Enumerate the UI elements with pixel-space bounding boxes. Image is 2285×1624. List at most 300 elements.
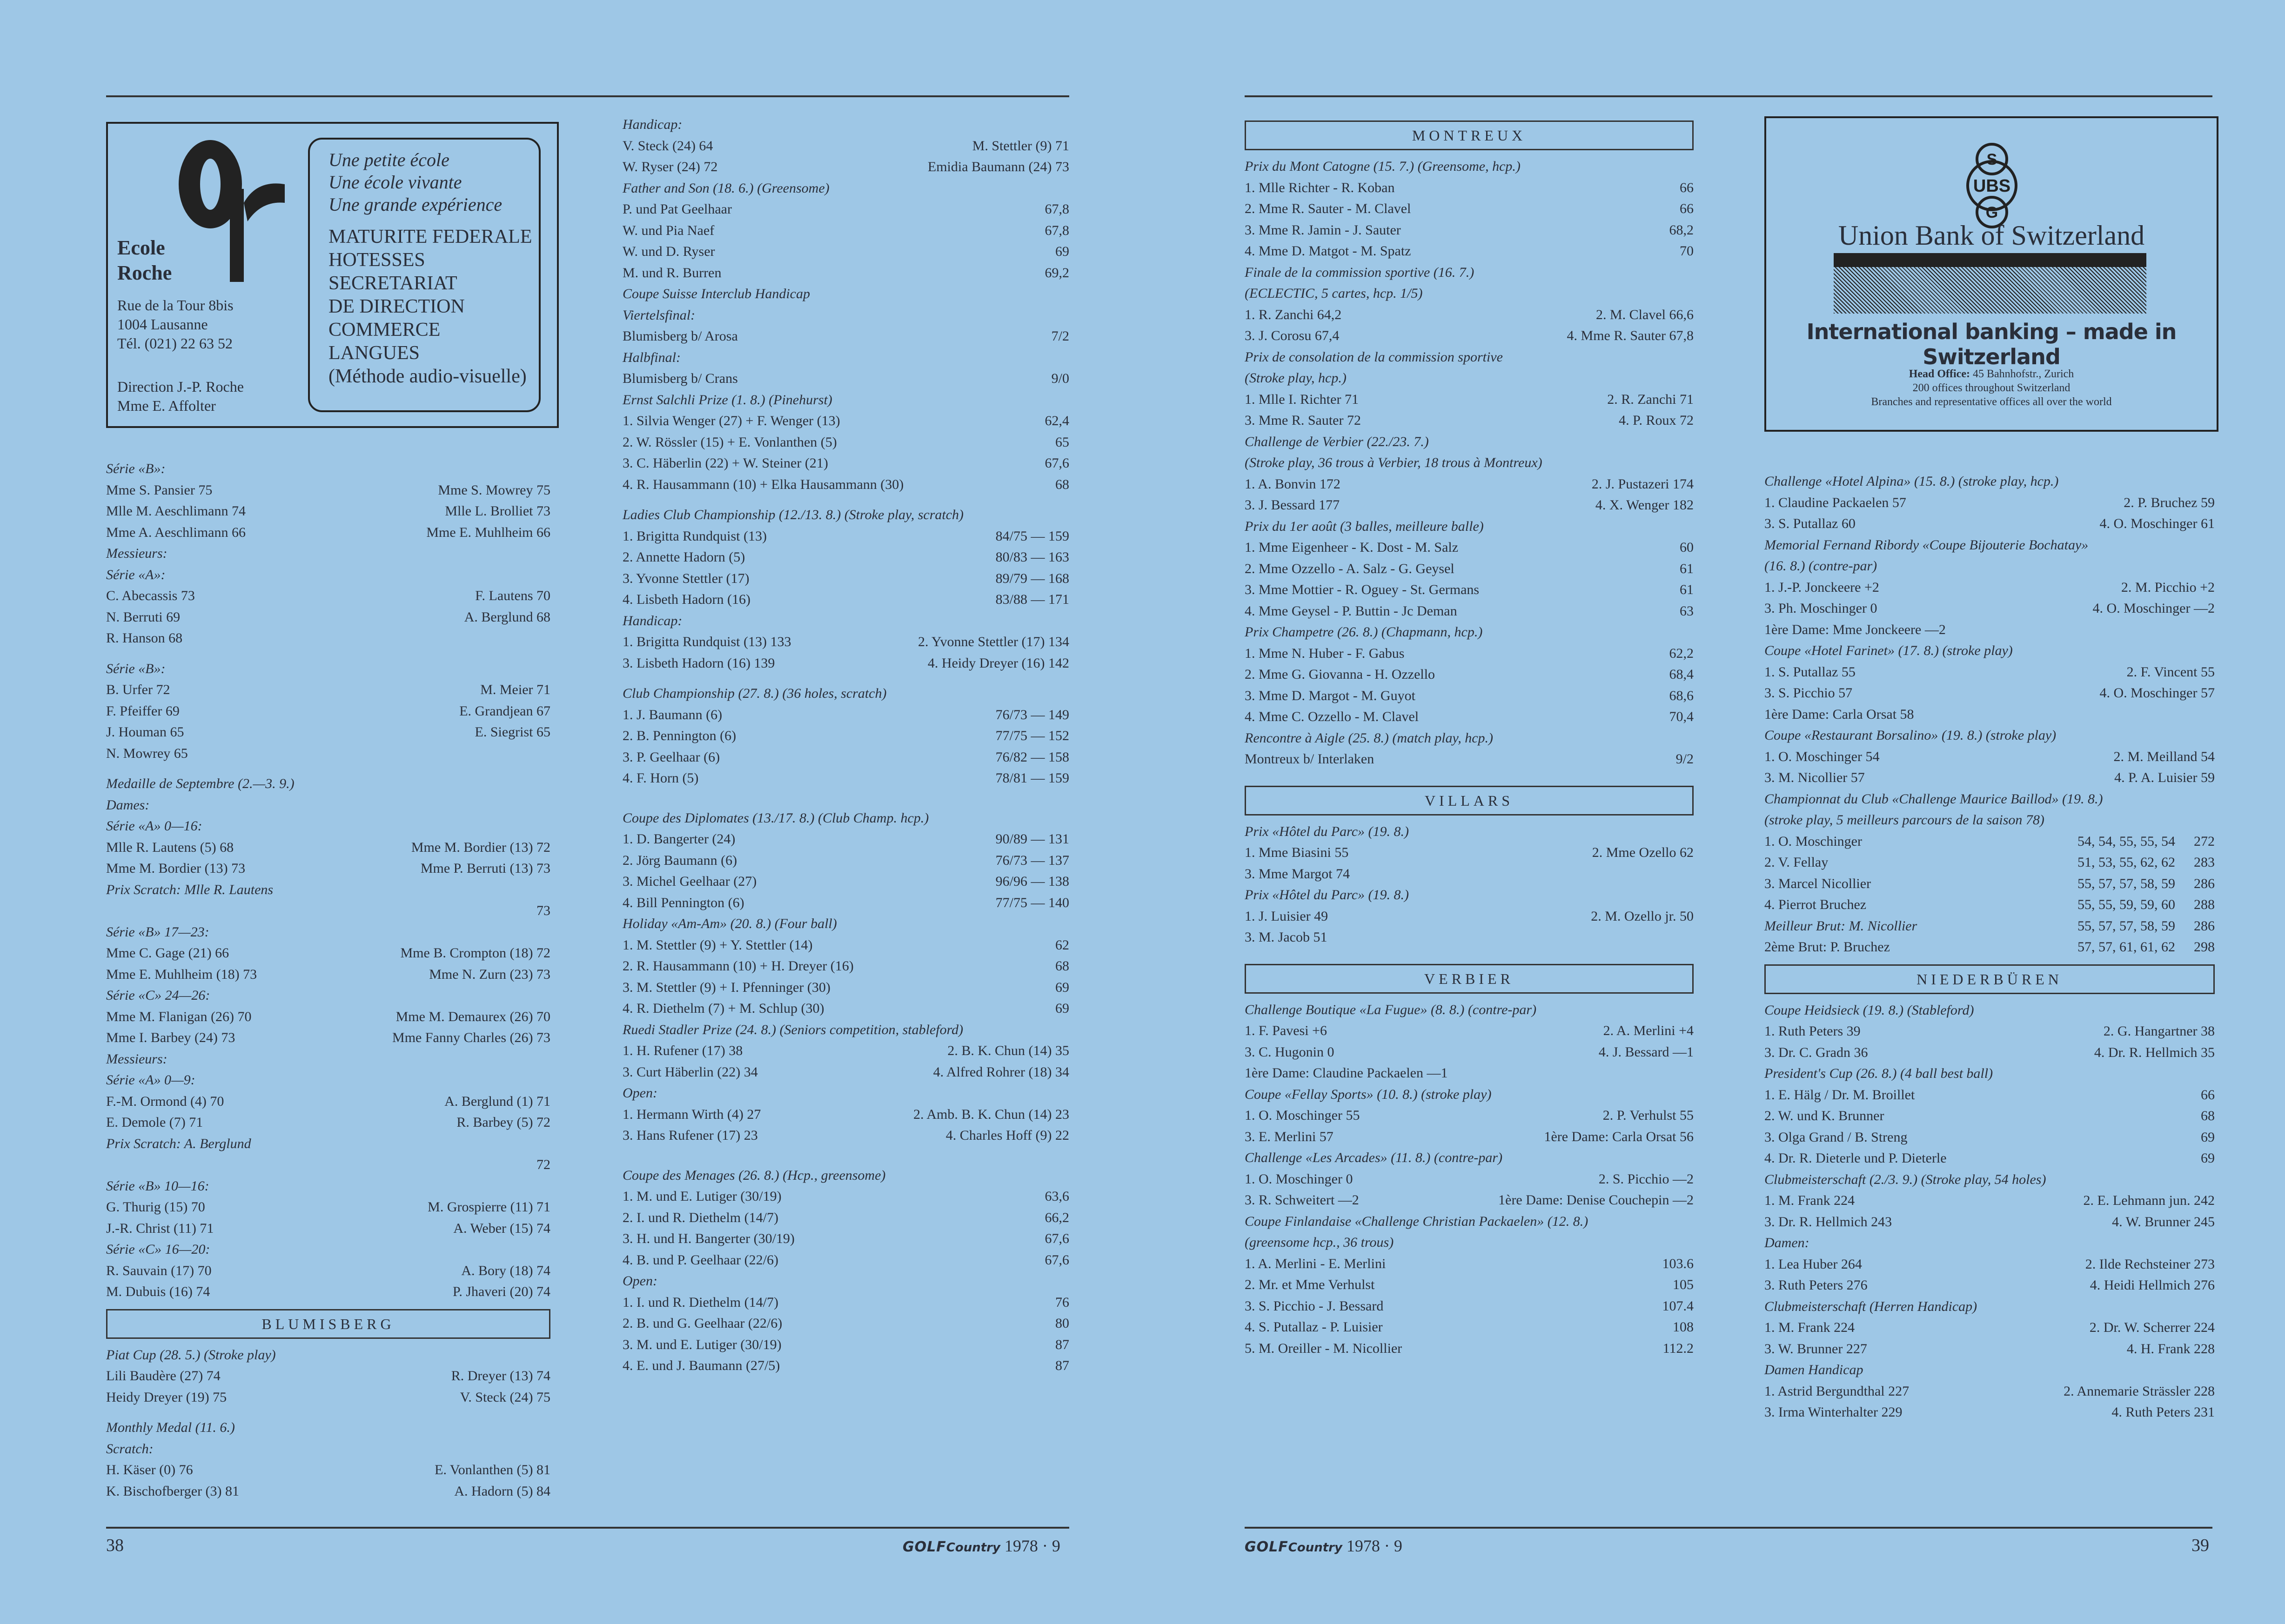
result-left: 3. J. Corosu 67,4 xyxy=(1245,328,1340,343)
result-right: A. Berglund (1) 71 xyxy=(444,1093,550,1109)
result-right: 68,4 xyxy=(1669,667,1694,682)
result-left: H. Käser (0) 76 xyxy=(106,1462,193,1477)
result-right: 2. J. Pustazeri 174 xyxy=(1591,476,1694,492)
result-left: 4. F. Horn (5) xyxy=(623,770,699,786)
result-left: 1. O. Moschinger xyxy=(1764,833,1862,849)
result-row xyxy=(106,628,550,649)
result-right: 80/83 — 163 xyxy=(995,549,1069,565)
section-heading: Coupe Heidsieck (19. 8.) (Stableford) xyxy=(1764,1002,1974,1018)
result-left: Mme M. Flanigan (26) 70 xyxy=(106,1009,252,1024)
result-left: 3. Hans Rufener (17) 23 xyxy=(623,1128,758,1143)
result-row xyxy=(623,220,1069,241)
magazine-footer xyxy=(1245,1536,1402,1556)
result-right: 2. M. Ozello jr. 50 xyxy=(1591,908,1694,924)
result-right: A. Bory (18) 74 xyxy=(461,1263,550,1278)
result-left: 1. M. Stettler (9) + Y. Stettler (14) xyxy=(623,937,813,953)
section-heading: President's Cup (26. 8.) (4 ball best ball) xyxy=(1764,1066,1993,1081)
result-row xyxy=(1764,1084,2215,1106)
total-score: 288 xyxy=(2194,897,2215,912)
result-row xyxy=(106,1006,550,1028)
result-left: R. Sauvain (17) 70 xyxy=(106,1263,212,1278)
ubs-logo-icon xyxy=(1959,141,2024,230)
result-row xyxy=(623,653,1069,674)
result-row xyxy=(106,1154,550,1176)
result-right: 78/81 — 159 xyxy=(995,770,1069,786)
magazine-country: Country xyxy=(946,1541,1000,1555)
result-left: 2. B. und G. Geelhaar (22/6) xyxy=(623,1316,783,1331)
result-right: 61 xyxy=(1680,561,1694,576)
result-right: 96/96 — 138 xyxy=(995,874,1069,889)
result-right: 4. Charles Hoff (9) 22 xyxy=(945,1128,1069,1143)
result-row xyxy=(1764,1042,2215,1063)
result-row xyxy=(106,1481,550,1502)
result-right: 4. Alfred Rohrer (18) 34 xyxy=(933,1064,1069,1080)
section-heading: Handicap: xyxy=(623,613,683,628)
result-left: 1. E. Hälg / Dr. M. Broillet xyxy=(1764,1087,1915,1103)
result-row xyxy=(1245,1296,1694,1317)
section-heading: (stroke play, 5 meilleurs parcours de la saison 78) xyxy=(1764,812,2044,828)
slogan-line: Une grande expérience xyxy=(328,194,503,215)
result-right: 4. X. Wenger 182 xyxy=(1595,497,1694,513)
result-row xyxy=(623,241,1069,262)
result-left: N. Mowrey 65 xyxy=(106,745,188,761)
magazine-issue: 1978 · 9 xyxy=(1346,1537,1402,1555)
section-heading: Ernst Salchli Prize (1. 8.) (Pinehurst) xyxy=(623,392,832,408)
school-name xyxy=(117,235,172,286)
result-right: 4. O. Moschinger 61 xyxy=(2099,516,2215,531)
section-heading: Challenge de Verbier (22./23. 7.) xyxy=(1245,434,1429,449)
result-right: 61 xyxy=(1680,582,1694,597)
result-row xyxy=(623,850,1069,871)
result-scores xyxy=(2077,916,2215,937)
section-heading: Viertelsfinal: xyxy=(623,307,696,323)
result-left: 3. Dr. C. Gradn 36 xyxy=(1764,1044,1868,1060)
school-address xyxy=(117,296,234,353)
result-left: Mme E. Muhlheim (18) 73 xyxy=(106,966,257,982)
result-row xyxy=(1764,1338,2215,1360)
result-scores xyxy=(2077,894,2215,916)
result-left: 4. Mme Geysel - P. Buttin - Jc Deman xyxy=(1245,603,1457,619)
result-row xyxy=(1245,1020,1694,1042)
section-heading: Coupe des Menages (26. 8.) (Hcp., greensome) xyxy=(623,1167,886,1183)
direction-line: Mme E. Affolter xyxy=(117,397,216,414)
result-row xyxy=(1764,1211,2215,1233)
left-results-column-2 xyxy=(623,114,1069,1377)
school-name-line: Ecole xyxy=(117,236,165,259)
section-heading: Coupe des Diplomates (13./17. 8.) (Club Champ. hcp.) xyxy=(623,810,929,826)
result-right: 66 xyxy=(2201,1087,2215,1103)
section-heading: Ladies Club Championship (12./13. 8.) (Stroke play, scratch) xyxy=(623,507,964,522)
result-left: 1. Mme Eigenheer - K. Dost - M. Salz xyxy=(1245,540,1459,555)
result-left: 5. M. Oreiller - M. Nicollier xyxy=(1245,1340,1402,1356)
result-left: G. Thurig (15) 70 xyxy=(106,1199,205,1215)
result-left: W. und D. Ryser xyxy=(623,244,715,259)
left-page xyxy=(0,0,1142,1624)
result-row xyxy=(623,568,1069,589)
result-row xyxy=(623,1334,1069,1356)
program-item: DE DIRECTION xyxy=(328,296,465,317)
result-right: 4. P. A. Luisier 59 xyxy=(2114,770,2215,785)
result-left: C. Abecassis 73 xyxy=(106,588,195,603)
result-right: M. Meier 71 xyxy=(480,682,550,697)
section-heading: (Stroke play, hcp.) xyxy=(1245,370,1347,386)
round-scores: 51, 53, 55, 62, 62 xyxy=(2077,855,2175,870)
result-row xyxy=(1245,1105,1694,1126)
result-left: 3. M. Jacob 51 xyxy=(1245,929,1327,945)
result-right: 7/2 xyxy=(1051,328,1069,344)
result-row xyxy=(1764,1105,2215,1127)
result-row xyxy=(623,1355,1069,1377)
result-left: 1. F. Pavesi +6 xyxy=(1245,1023,1327,1038)
right-results-column-2 xyxy=(1764,471,2215,1423)
result-left: R. Hanson 68 xyxy=(106,630,183,646)
result-left: 4. Mme C. Ozzello - M. Clavel xyxy=(1245,709,1419,724)
result-right: 63 xyxy=(1680,603,1694,619)
result-row xyxy=(623,368,1069,389)
result-right: 77/75 — 152 xyxy=(995,728,1069,743)
bank-band-graphic xyxy=(1834,253,2146,314)
result-row xyxy=(106,701,550,722)
section-heading: Clubmeisterschaft (Herren Handicap) xyxy=(1764,1298,1977,1314)
result-row xyxy=(1245,1042,1694,1063)
result-left: Meilleur Brut: M. Nicollier xyxy=(1764,918,1917,934)
slogan-line: Une école vivante xyxy=(328,172,462,193)
result-left: 1. I. und R. Diethelm (14/7) xyxy=(623,1294,778,1310)
result-left: P. und Pat Geelhaar xyxy=(623,201,732,217)
result-left: 1ère Dame: Carla Orsat 58 xyxy=(1764,706,1914,722)
result-row xyxy=(106,1027,550,1049)
club-header: MONTREUX xyxy=(1245,120,1694,150)
result-left: 4. Pierrot Bruchez xyxy=(1764,897,1867,912)
result-row xyxy=(623,1040,1069,1062)
result-right: 67,8 xyxy=(1045,201,1069,217)
result-right: Mlle L. Brolliet 73 xyxy=(445,503,550,519)
result-right: 76/73 — 149 xyxy=(995,707,1069,722)
section-heading: Messieurs: xyxy=(106,1051,168,1067)
result-left: 1. Claudine Packaelen 57 xyxy=(1764,495,1906,510)
result-right: 2. M. Picchio +2 xyxy=(2121,579,2215,595)
result-right: 80 xyxy=(1055,1316,1069,1331)
magazine-country: Country xyxy=(1288,1541,1342,1555)
result-row xyxy=(1764,1148,2215,1169)
result-row xyxy=(1764,619,2215,641)
result-left: 3. H. und H. Bangerter (30/19) xyxy=(623,1231,795,1246)
result-left: 2. Jörg Baumann (6) xyxy=(623,852,737,868)
result-row xyxy=(1764,492,2215,514)
result-left: 2ème Brut: P. Bruchez xyxy=(1764,939,1890,955)
result-left: Montreux b/ Interlaken xyxy=(1245,751,1374,767)
result-left: 3. P. Geelhaar (6) xyxy=(623,749,720,765)
section-heading: Coupe «Restaurant Borsalino» (19. 8.) (stroke play) xyxy=(1764,728,2057,743)
result-row xyxy=(1764,1021,2215,1042)
section-heading: Série «B»: xyxy=(106,661,166,676)
result-left: 4. Mme D. Matgot - M. Spatz xyxy=(1245,243,1411,259)
result-right: 112.2 xyxy=(1662,1340,1694,1356)
result-row xyxy=(623,432,1069,453)
result-row xyxy=(1245,1190,1694,1211)
result-row xyxy=(1245,241,1694,262)
result-row xyxy=(623,935,1069,956)
result-left: 1. Mlle I. Richter 71 xyxy=(1245,391,1359,407)
result-row xyxy=(1245,1126,1694,1148)
result-left: 3. W. Brunner 227 xyxy=(1764,1341,1867,1357)
result-right: V. Steck (24) 75 xyxy=(460,1389,550,1405)
section-heading: Challenge Boutique «La Fugue» (8. 8.) (contre-par) xyxy=(1245,1002,1537,1017)
result-row xyxy=(1245,927,1694,948)
section-heading: Father and Son (18. 6.) (Greensome) xyxy=(623,180,830,196)
bottom-rule xyxy=(1245,1527,2212,1529)
result-row xyxy=(1245,601,1694,622)
result-row xyxy=(623,892,1069,914)
section-heading: Prix de consolation de la commission sportive xyxy=(1245,349,1503,365)
result-row xyxy=(623,1313,1069,1334)
result-right: P. Jhaveri (20) 74 xyxy=(453,1284,550,1299)
section-heading: Club Championship (27. 8.) (36 holes, scratch) xyxy=(623,686,887,701)
section-heading: Prix «Hôtel du Parc» (19. 8.) xyxy=(1245,823,1409,839)
result-left: 1. A. Merlini - E. Merlini xyxy=(1245,1256,1386,1271)
result-right: 4. W. Brunner 245 xyxy=(2112,1214,2215,1230)
section-heading: Handicap: xyxy=(623,117,683,132)
club-header: VILLARS xyxy=(1245,786,1694,815)
result-right: 69 xyxy=(1055,244,1069,259)
result-row xyxy=(1764,1402,2215,1423)
result-row xyxy=(623,547,1069,568)
result-right: 70 xyxy=(1680,243,1694,259)
result-row xyxy=(1764,577,2215,598)
result-left: 4. E. und J. Baumann (27/5) xyxy=(623,1358,780,1373)
round-scores: 55, 57, 57, 58, 59 xyxy=(2077,875,2175,891)
result-left: Mme I. Barbey (24) 73 xyxy=(106,1030,235,1045)
result-left: 3. E. Merlini 57 xyxy=(1245,1129,1333,1144)
result-row xyxy=(1764,916,2215,937)
school-name-line: Roche xyxy=(117,261,172,284)
result-left: 1. Astrid Bergundthal 227 xyxy=(1764,1383,1910,1399)
result-right: 90/89 — 131 xyxy=(995,831,1069,847)
result-left: 1. Silvia Wenger (27) + F. Wenger (13) xyxy=(623,413,840,428)
result-row xyxy=(1764,513,2215,535)
section-heading: Prix «Hôtel du Parc» (19. 8.) xyxy=(1245,887,1409,902)
result-row xyxy=(623,474,1069,495)
result-left: 2. Mme R. Sauter - M. Clavel xyxy=(1245,201,1411,216)
result-left: M. Dubuis (16) 74 xyxy=(106,1284,210,1299)
result-left: 3. Mme Mottier - R. Oguey - St. Germans xyxy=(1245,582,1480,597)
result-row xyxy=(1764,936,2215,958)
result-left: 3. Ruth Peters 276 xyxy=(1764,1277,1868,1293)
result-right: 76 xyxy=(1055,1294,1069,1310)
result-row xyxy=(623,1228,1069,1250)
result-row xyxy=(1764,852,2215,873)
result-right: E. Grandjean 67 xyxy=(459,703,550,719)
result-left: 3. Mme R. Jamin - J. Sauter xyxy=(1245,222,1401,238)
result-right: 9/0 xyxy=(1051,371,1069,386)
result-row xyxy=(1764,1381,2215,1402)
program-item: SECRETARIAT xyxy=(328,273,457,294)
magazine-issue: 1978 · 9 xyxy=(1004,1537,1060,1555)
result-right: Mme M. Demaurex (26) 70 xyxy=(395,1009,550,1024)
result-left: 4. S. Putallaz - P. Luisier xyxy=(1245,1319,1383,1335)
bank-slogan: International banking – made in Switzerland xyxy=(1806,319,2177,369)
result-scores xyxy=(2077,852,2215,873)
spacer xyxy=(623,789,1069,798)
section-heading: Série «A» 0—9: xyxy=(106,1072,195,1088)
section-heading: Prix Scratch: A. Berglund xyxy=(106,1136,251,1151)
result-row xyxy=(623,631,1069,653)
result-left: 1. Ruth Peters 39 xyxy=(1764,1023,1861,1039)
result-row xyxy=(1764,662,2215,683)
result-left: 1. H. Rufener (17) 38 xyxy=(623,1043,743,1058)
result-row xyxy=(1764,873,2215,895)
result-left: 3. M. und E. Lutiger (30/19) xyxy=(623,1337,782,1352)
result-row xyxy=(623,871,1069,892)
result-right: 69 xyxy=(1055,979,1069,995)
section-heading: (greensome hcp., 36 trous) xyxy=(1245,1235,1394,1250)
result-right: 2. M. Clavel 66,6 xyxy=(1596,307,1694,322)
result-right: 68 xyxy=(2201,1108,2215,1123)
result-row xyxy=(1245,325,1694,347)
result-right: 2. R. Zanchi 71 xyxy=(1607,391,1694,407)
result-right: 68,6 xyxy=(1669,688,1694,703)
result-left: 3. C. Häberlin (22) + W. Steiner (21) xyxy=(623,455,828,471)
magazine-footer xyxy=(903,1536,1060,1556)
program-list xyxy=(328,225,539,388)
result-right: 72 xyxy=(536,1157,550,1172)
result-right: Mme Fanny Charles (26) 73 xyxy=(392,1030,550,1045)
result-right: 107.4 xyxy=(1662,1298,1694,1314)
address-line: Rue de la Tour 8bis xyxy=(117,297,234,314)
result-row xyxy=(106,858,550,879)
result-left: Blumisberg b/ Crans xyxy=(623,371,738,386)
result-right: 89/79 — 168 xyxy=(995,570,1069,586)
result-right: 2. F. Vincent 55 xyxy=(2126,664,2215,680)
result-right: 4. Ruth Peters 231 xyxy=(2111,1404,2215,1420)
section-heading: Finale de la commission sportive (16. 7.) xyxy=(1245,264,1474,280)
result-scores xyxy=(2077,936,2215,958)
result-row xyxy=(1245,685,1694,707)
result-left: 3. Olga Grand / B. Streng xyxy=(1764,1129,1908,1145)
result-row xyxy=(1764,1317,2215,1338)
result-left: 2. Mme G. Giovanna - H. Ozzello xyxy=(1245,667,1435,682)
result-right: 4. Heidi Hellmich 276 xyxy=(2090,1277,2215,1293)
result-left: B. Urfer 72 xyxy=(106,682,170,697)
section-heading: Championnat du Club «Challenge Maurice Baillod» (19. 8.) xyxy=(1764,791,2103,807)
result-row xyxy=(623,410,1069,432)
section-heading: (Stroke play, 36 trous à Verbier, 18 trous à Montreux) xyxy=(1245,455,1542,470)
result-right: E. Vonlanthen (5) 81 xyxy=(435,1462,550,1477)
section-heading: Série «A»: xyxy=(106,567,166,582)
section-heading: Coupe «Hotel Farinet» (17. 8.) (stroke play) xyxy=(1764,643,2013,658)
section-heading: Série «B» 10—16: xyxy=(106,1178,209,1194)
result-right: 69,2 xyxy=(1045,265,1069,281)
result-row xyxy=(1245,1253,1694,1275)
spacer xyxy=(106,649,550,658)
page-number: 39 xyxy=(2191,1536,2209,1555)
page-number: 38 xyxy=(106,1536,124,1555)
section-heading: Scratch: xyxy=(106,1441,154,1457)
result-row xyxy=(1764,682,2215,704)
result-right: R. Dreyer (13) 74 xyxy=(451,1368,550,1383)
result-row xyxy=(1245,304,1694,326)
program-item: COMMERCE xyxy=(328,319,441,341)
total-score: 286 xyxy=(2194,918,2215,934)
spacer xyxy=(623,798,1069,808)
programs-box xyxy=(308,138,541,412)
slogan-line: Une petite école xyxy=(328,149,449,170)
section-heading: Damen: xyxy=(1764,1235,1809,1250)
result-left: 1. O. Moschinger 54 xyxy=(1764,749,1880,764)
result-row xyxy=(623,998,1069,1019)
result-row xyxy=(1764,894,2215,916)
result-left: 1. R. Zanchi 64,2 xyxy=(1245,307,1342,322)
round-scores: 55, 55, 59, 59, 60 xyxy=(2077,897,2175,912)
result-row xyxy=(623,1250,1069,1271)
result-right: E. Siegrist 65 xyxy=(475,724,550,740)
result-right: Mme N. Zurn (23) 73 xyxy=(429,966,550,982)
result-row xyxy=(1245,495,1694,516)
result-right: 62,4 xyxy=(1045,413,1069,428)
spacer xyxy=(623,1156,1069,1165)
result-left: 3. Michel Geelhaar (27) xyxy=(623,874,757,889)
section-heading: Série «B» 17—23: xyxy=(106,924,209,940)
result-right: 2. G. Hangartner 38 xyxy=(2103,1023,2215,1039)
result-right: 62 xyxy=(1055,937,1069,953)
result-right: 62,2 xyxy=(1669,645,1694,661)
total-score: 272 xyxy=(2194,833,2215,849)
result-row xyxy=(106,900,550,922)
result-left: 2. Annette Hadorn (5) xyxy=(623,549,745,565)
result-right: M. Grospierre (11) 71 xyxy=(428,1199,550,1215)
school-direction xyxy=(117,377,244,415)
result-right: 2. Dr. W. Scherrer 224 xyxy=(2089,1320,2215,1335)
result-left: V. Steck (24) 64 xyxy=(623,138,713,154)
result-right: 4. O. Moschinger —2 xyxy=(2092,601,2215,616)
result-right: Mme S. Mowrey 75 xyxy=(438,482,550,498)
result-left: 2. B. Pennington (6) xyxy=(623,728,737,743)
result-right: 69 xyxy=(1055,1001,1069,1016)
svg-text:S: S xyxy=(1986,151,1997,168)
section-heading: Messieurs: xyxy=(106,546,168,561)
result-right: 2. Ilde Rechsteiner 273 xyxy=(2085,1256,2215,1272)
result-right: 4. J. Bessard —1 xyxy=(1598,1044,1694,1060)
result-row xyxy=(1245,1063,1694,1084)
result-row xyxy=(1764,598,2215,619)
result-right: 103.6 xyxy=(1662,1256,1694,1271)
result-row xyxy=(1245,558,1694,580)
result-left: 3. R. Schweitert —2 xyxy=(1245,1192,1359,1208)
result-left: F. Pfeiffer 69 xyxy=(106,703,180,719)
result-left: Mme A. Aeschlimann 66 xyxy=(106,524,246,540)
section-heading: Série «C» 16—20: xyxy=(106,1242,210,1257)
program-item: HOTESSES xyxy=(328,249,425,271)
result-row xyxy=(106,1091,550,1112)
result-right: 67,6 xyxy=(1045,455,1069,471)
result-left: Mme S. Pansier 75 xyxy=(106,482,213,498)
result-right: 67,8 xyxy=(1045,222,1069,238)
result-left: 3. S. Picchio - J. Bessard xyxy=(1245,1298,1384,1314)
result-right: 2. P. Bruchez 59 xyxy=(2124,495,2215,510)
result-left: 1. J. Luisier 49 xyxy=(1245,908,1328,924)
result-row xyxy=(1245,906,1694,927)
section-heading: Prix Champetre (26. 8.) (Chapmann, hcp.) xyxy=(1245,624,1483,640)
magazine-golf: GOLF xyxy=(1245,1539,1288,1555)
result-right: M. Stettler (9) 71 xyxy=(972,138,1069,154)
result-right: R. Barbey (5) 72 xyxy=(456,1115,550,1130)
result-left: 4. Dr. R. Dieterle und P. Dieterle xyxy=(1764,1150,1947,1166)
result-left: 1. Brigitta Rundquist (13) 133 xyxy=(623,634,791,649)
result-row xyxy=(1245,1317,1694,1338)
result-right: Mme E. Muhlheim 66 xyxy=(426,524,550,540)
result-row xyxy=(623,1207,1069,1229)
result-right: 76/73 — 137 xyxy=(995,852,1069,868)
